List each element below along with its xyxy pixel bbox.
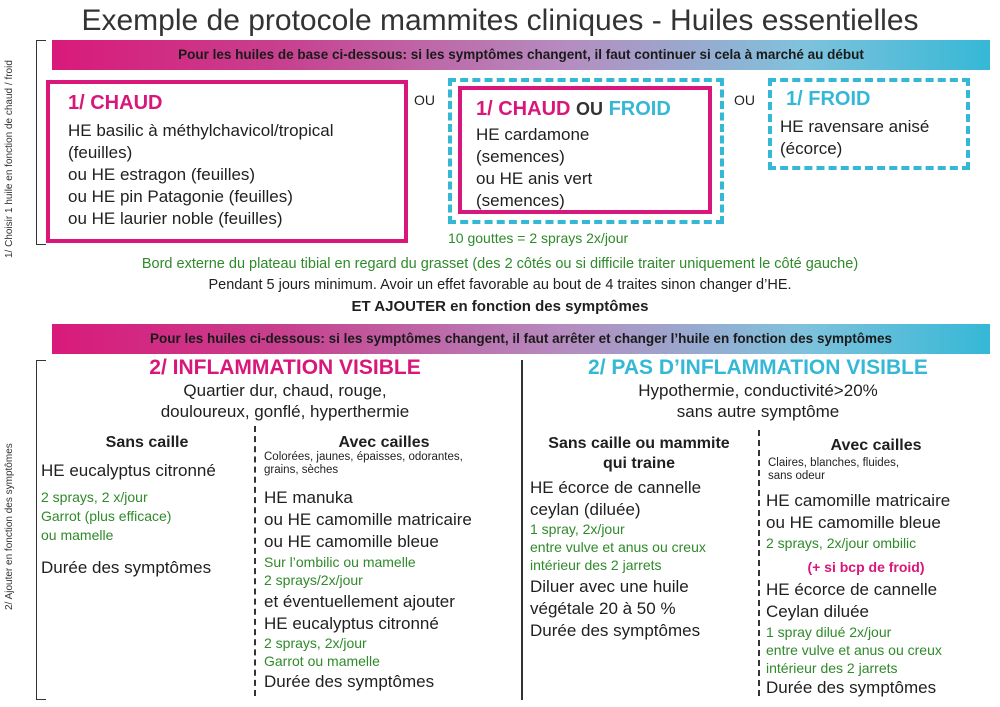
inflammation-column-divider bbox=[254, 426, 256, 696]
side-label-2: 2/ Ajouter en fonction des symptômes bbox=[4, 443, 15, 610]
inflam-avec-also bbox=[264, 591, 455, 635]
oil-line: HE manuka bbox=[264, 488, 353, 507]
inflam-avec-cailles-heading: Avec cailles bbox=[338, 434, 430, 451]
dosage-line: 1 spray, 2x/jour bbox=[530, 521, 625, 537]
inflam-avec-dosage-2 bbox=[264, 634, 380, 670]
dosage-line: entre vulve et anus ou creux bbox=[530, 539, 706, 555]
inflam-avec-description bbox=[264, 451, 463, 477]
chaud-froid-line: HE cardamone bbox=[476, 125, 590, 144]
bracket-1 bbox=[36, 40, 37, 245]
chaud-line: HE basilic à méthylchavicol/tropical bbox=[68, 121, 334, 140]
noinflam-avec-dosage-1: 2 sprays, 2x/jour ombilic bbox=[766, 535, 917, 551]
froid-label: FROID bbox=[608, 98, 671, 120]
page-title: Exemple de protocole mammites cliniques - Huiles essentielles bbox=[81, 4, 919, 37]
inflammation-sub-line: douloureux, gonflé, hyperthermie bbox=[160, 402, 410, 421]
chaud-froid-heading bbox=[476, 98, 671, 121]
ou-label: OU bbox=[576, 99, 604, 119]
froid-line: (écorce) bbox=[780, 139, 843, 158]
add-heading: ET AJOUTER en fonction des symptômes bbox=[351, 298, 649, 315]
noinflam-sans-oil bbox=[530, 477, 701, 521]
bracket-1-top bbox=[36, 40, 46, 41]
cold-note: (+ si bcp de froid) bbox=[807, 559, 925, 575]
froid-oil-list bbox=[780, 116, 929, 160]
noinflam-sans-heading bbox=[526, 434, 752, 474]
noinflam-sans-dosage bbox=[530, 520, 706, 574]
application-note: Bord externe du plateau tibial en regard du grasset (des 2 côtés ou si difficile traiter uniquement le côté gauche) bbox=[141, 256, 859, 272]
noinflam-avec-duration: Durée des symptômes bbox=[766, 678, 937, 697]
oil-line: HE écorce de cannelle bbox=[530, 478, 702, 497]
inflam-sans-oil: HE eucalyptus citronné bbox=[41, 461, 216, 480]
oil-line: HE camomille matricaire bbox=[766, 491, 951, 510]
inflam-sans-caille-heading: Sans caille bbox=[105, 434, 189, 451]
desc-line: sans odeur bbox=[768, 470, 825, 482]
chaud-label: 1/ CHAUD bbox=[476, 98, 571, 120]
inflam-sans-dosage bbox=[41, 488, 171, 545]
chaud-line: ou HE estragon (feuilles) bbox=[68, 165, 256, 184]
froid-line: HE ravensare anisé bbox=[780, 117, 930, 136]
chaud-froid-oil-list bbox=[476, 124, 592, 212]
inflam-avec-duration: Durée des symptômes bbox=[264, 672, 435, 691]
chaud-line: ou HE laurier noble (feuilles) bbox=[68, 209, 283, 228]
dosage-line: Sur l’ombilic ou mamelle bbox=[264, 554, 416, 570]
heading-line: qui traine bbox=[602, 455, 675, 472]
dosage-line: entre vulve et anus ou creux bbox=[766, 642, 942, 658]
dosage-line: Garrot (plus efficace) bbox=[41, 508, 172, 524]
noinflam-avec-description bbox=[768, 457, 899, 483]
ou-separator-1: OU bbox=[414, 92, 435, 108]
oil-line: HE écorce de cannelle bbox=[766, 580, 938, 599]
side-label-1: 1/ Choisir 1 huile en fonction de chaud / froid bbox=[4, 60, 15, 258]
froid-box bbox=[768, 78, 970, 170]
dilute-line: Diluer avec une huile bbox=[530, 577, 689, 596]
dosage-line: 2 sprays, 2x/jour bbox=[264, 635, 367, 651]
desc-line: grains, sèches bbox=[264, 464, 339, 476]
desc-line: Colorées, jaunes, épaisses, odorantes, bbox=[264, 451, 463, 463]
dosage-line: 2 sprays, 2 x/jour bbox=[41, 489, 148, 505]
no-inflammation-column-divider bbox=[758, 430, 760, 696]
noinflam-sans-dilute bbox=[530, 576, 700, 642]
no-inflammation-sub-line: Hypothermie, conductivité>20% bbox=[638, 381, 878, 400]
oil-line: ou HE camomille matricaire bbox=[264, 510, 472, 529]
noinflam-avec-dosage-2 bbox=[766, 623, 942, 677]
oil-line: ou HE camomille bleue bbox=[264, 532, 439, 551]
dosage-line: ou mamelle bbox=[41, 527, 114, 543]
dose-note: 10 gouttes = 2 sprays 2x/jour bbox=[448, 230, 629, 246]
symptom-oils-banner: Pour les huiles ci-dessous: si les symptômes changent, il faut arrêter et changer l’huile en fonction des symptômes bbox=[52, 324, 990, 354]
duration-note: Pendant 5 jours minimum. Avoir un effet favorable au bout de 4 traites sinon changer d’HE. bbox=[208, 277, 792, 293]
no-inflammation-sub-line: sans autre symptôme bbox=[676, 402, 840, 421]
inflam-sans-duration: Durée des symptômes bbox=[41, 558, 212, 577]
chaud-box bbox=[46, 80, 408, 243]
desc-line: Claires, blanches, fluides, bbox=[768, 457, 900, 469]
froid-heading: 1/ FROID bbox=[786, 88, 871, 110]
dosage-line: Garrot ou mamelle bbox=[264, 653, 380, 669]
oil-line: ceylan (diluée) bbox=[530, 500, 641, 519]
base-oils-banner: Pour les huiles de base ci-dessous: si les symptômes changent, il faut continuer si cela à marché au début bbox=[52, 40, 990, 70]
inflammation-sub-line: Quartier dur, chaud, rouge, bbox=[183, 381, 387, 400]
dilute-line: végétale 20 à 50 % bbox=[530, 599, 676, 618]
dosage-line: intérieur des 2 jarrets bbox=[530, 557, 662, 573]
also-line: et éventuellement ajouter bbox=[264, 592, 455, 611]
dosage-line: 2 sprays/2x/jour bbox=[264, 572, 363, 588]
oil-line: Ceylan diluée bbox=[766, 602, 870, 621]
heading-line: Sans caille ou mammite bbox=[548, 435, 730, 452]
inflammation-heading: 2/ INFLAMMATION VISIBLE bbox=[149, 356, 421, 379]
chaud-line: ou HE pin Patagonie (feuilles) bbox=[68, 187, 293, 206]
noinflam-avec-heading: Avec cailles bbox=[830, 437, 922, 454]
dosage-line: 1 spray dilué 2x/jour bbox=[766, 624, 892, 640]
inflammation-description bbox=[52, 380, 518, 422]
chaud-oil-list bbox=[68, 120, 334, 230]
bracket-2 bbox=[36, 360, 37, 700]
inflam-avec-dosage-1 bbox=[264, 553, 416, 589]
inflam-avec-oils bbox=[264, 487, 472, 553]
noinflam-avec-oils bbox=[766, 490, 950, 534]
bracket-2-bottom bbox=[36, 699, 46, 700]
oil-line: ou HE camomille bleue bbox=[766, 513, 941, 532]
bracket-1-bottom bbox=[36, 244, 46, 245]
noinflam-sans-duration: Durée des symptômes bbox=[530, 621, 701, 640]
chaud-froid-line: ou HE anis vert bbox=[476, 169, 593, 188]
chaud-froid-line: (semences) bbox=[476, 191, 565, 210]
chaud-line: (feuilles) bbox=[68, 143, 133, 162]
chaud-froid-box bbox=[458, 86, 712, 214]
no-inflammation-description bbox=[526, 380, 990, 422]
chaud-froid-line: (semences) bbox=[476, 147, 565, 166]
center-divider bbox=[521, 360, 523, 700]
bracket-2-top bbox=[36, 360, 46, 361]
chaud-heading: 1/ CHAUD bbox=[68, 92, 163, 114]
oil-line: HE eucalyptus citronné bbox=[264, 614, 439, 633]
dosage-line: intérieur des 2 jarrets bbox=[766, 660, 898, 676]
no-inflammation-heading: 2/ PAS D’INFLAMMATION VISIBLE bbox=[588, 356, 928, 379]
noinflam-avec-oil-2 bbox=[766, 579, 937, 623]
ou-separator-2: OU bbox=[734, 92, 755, 108]
